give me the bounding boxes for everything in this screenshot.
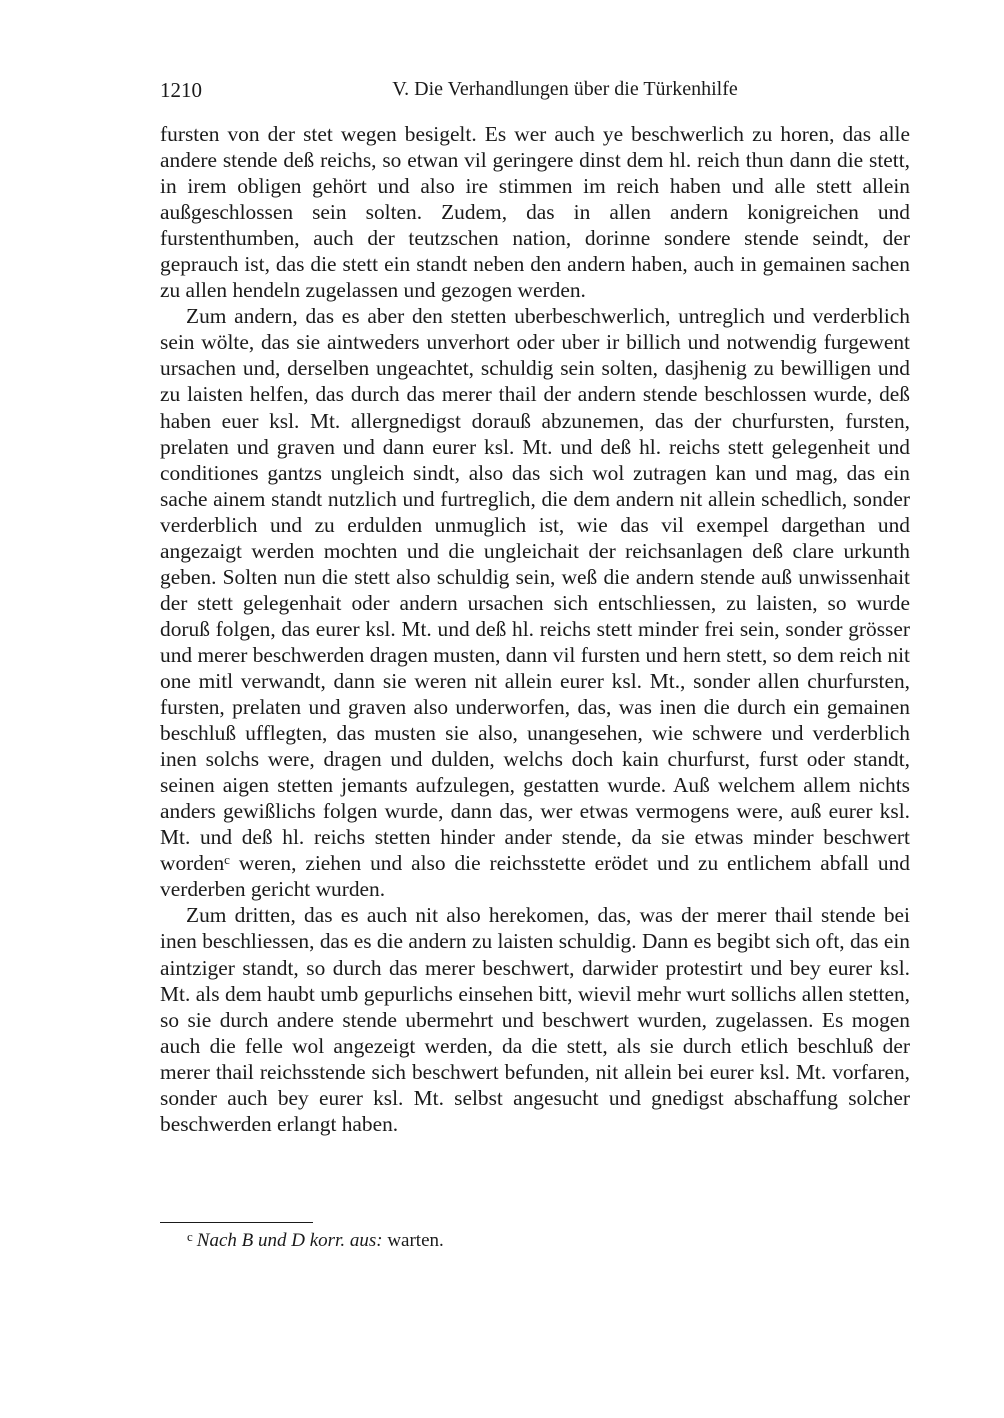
- footnote-mark: c: [187, 1229, 193, 1244]
- footnote-reference: c: [224, 852, 230, 868]
- body-text: [160, 121, 910, 1137]
- page-header: [160, 78, 910, 108]
- paragraph-2-text-after: weren, ziehen und also die reichsstette erödet und zu entlichem abfall und verderben gericht wurden.: [160, 851, 910, 902]
- paragraph-1-text: fursten von der stet wegen besigelt. Es wer auch ye beschwerlich zu horen, das alle andere stende deß reichs, so etwan vil geringere dinst dem hl. reich thun dann die stett, in irem obligen gehört und also ire stimmen im reich haben und alle stett allein außgeschlossen sein solten. Zudem, das in allen andern konigreichen und furstenthumben, auch der teutzschen nation, dorinne sondere stende seindt, der geprauch ist, das die stett ein standt neben den andern haben, auch in gemainen sachen zu allen hendeln zugelassen und gezogen werden.: [160, 122, 910, 303]
- footnote-divider: [160, 1222, 313, 1223]
- paragraph-3: [160, 902, 910, 1136]
- paragraph-2-text: Zum andern, das es aber den stetten uberbeschwerlich, untreglich und verderblich sein wölte, das sie aintweders unverhort oder uber ir billich und notwendig furgewent ursachen und, derselben ungeachtet, schuldig sein solten, dasjhenig zu bewilligen und zu laisten helfen, das durch das merer thail der andern stende beschlossen wurde, deß haben euer ksl. Mt. allergnedigst dorauß abzunemen, das der churfursten, fursten, prelaten und graven und dann eurer ksl. Mt. und deß hl. reichs stett gelegenheit und conditiones gantzs ungleich sindt, also das sich wol zutragen kan und mag, das ein sache ainem standt nutzlich und furtreglich, die dem andern nit allein schedlich, sonder verderblich und zu erdulden unmuglich ist, wie das vil exempel dargethan und angezaigt werden mochten und die ungleichait der reichsanlagen deß clare urkunth geben. Solten nun die stett also schuldig sein, weß die andern stende auß unwissenhait der stett gelegenhait oder andern ursachen sich entschliessen, zu laisten, so wurde doruß folgen, das eurer ksl. Mt. und deß hl. reichs stett minder frei sein, sonder grösser und merer beschwerden dragen musten, dann vil fursten und hern stett, so dem reich nit one mitl verwandt, dann sie weren nit allein eurer ksl. Mt., sonder allen churfursten, fursten, prelaten und graven also underworfen, das, was inen die durch ein gemainen beschluß ufflegten, das musten sie also, unangesehen, wie schwere und verderblich inen solchs were, dragen und dulden, welchs doch kain churfurst, furst oder standt, seinen aigen stetten jemants aufzulegen, gestatten wurde. Auß welchem allem nichts anders gewißlichs folgen wurde, dann das, wer etwas vermogens were, auß eurer ksl. Mt. und deß hl. reichs stetten hinder ander stende, da sie etwas minder beschwert worden: [160, 304, 910, 876]
- footnote-italic-text: Nach B und D korr. aus:: [196, 1230, 383, 1251]
- paragraph-3-text: Zum dritten, das es auch nit also herekomen, das, was der merer thail stende bei inen beschliessen, das es die andern zu laisten schuldig. Dann es begibt sich oft, das ein aintziger standt, so durch das merer beschwert, darwider protestirt und bey eurer ksl. Mt. als dem haubt umb gepurlichs einsehen bitt, wievil mehr wurt sollichs allen stetten, so sie durch andere stende ubermehrt und beschwert wurden, zugelassen. Es mogen auch die felle wol angezeigt werden, da die stett, als sie durch etlich beschluß der merer thail reichsstende sich beschwert befunden, nit allein bei eurer ksl. Mt. vorfaren, sonder auch bey eurer ksl. Mt. selbst angesucht und gnedigst abschaffung solcher beschwerden erlangt haben.: [160, 903, 910, 1136]
- page-number: 1210: [160, 78, 202, 102]
- running-title: V. Die Verhandlungen über die Türkenhilfe: [392, 78, 738, 100]
- paragraph-1: [160, 121, 910, 303]
- footnote-text: warten.: [382, 1230, 444, 1251]
- paragraph-2: [160, 303, 910, 902]
- footnote: [187, 1228, 907, 1254]
